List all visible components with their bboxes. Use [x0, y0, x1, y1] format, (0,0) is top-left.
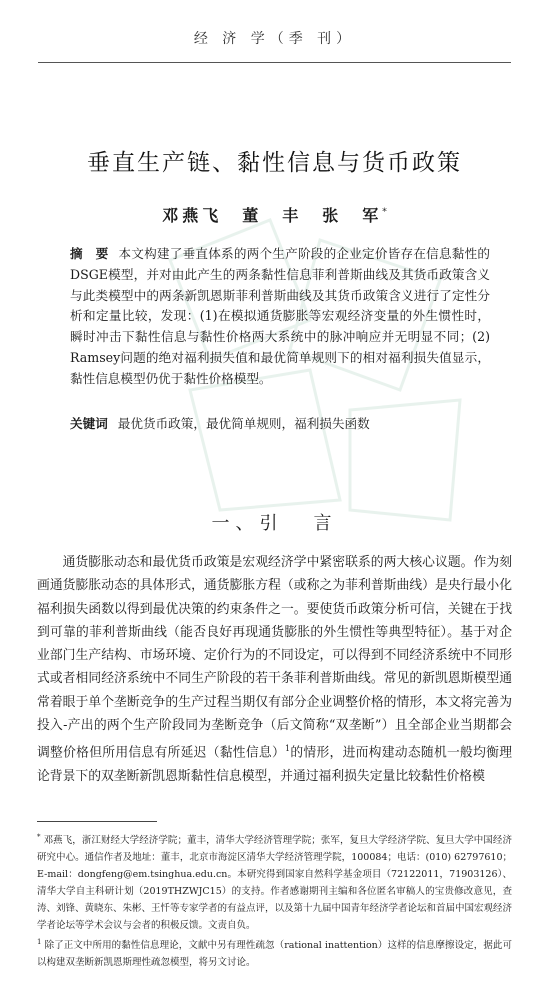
footnote-1-text: 除了正文中所用的黏性信息理论，文献中另有理性疏忽（rational inattention）这样的信息摩擦设定，据此可以构建双垄断新凯恩斯理性疏忽模型，将另文讨论。	[37, 940, 512, 969]
header-divider	[38, 62, 511, 63]
footnote-author-text: 邓燕飞，浙江财经大学经济学院；董丰，清华大学经济管理学院；张军，复旦大学经济学院、复旦大学中国经济研究中心。通信作者及地址：董丰，北京市海淀区清华大学经济管理学院，100084；电话：(010) 62797610；E-mail：dongfeng@em.tsinghua.edu.cn。本研究得到国家自然科学基金项目（72122011，71903126）、清华大学自主科研计划（2019THZWJC15）的支持。作者感谢期刊主编和各位匿名审稿人的宝贵修改意见，查涛、刘锋、黄晓东、朱彬、王忏等专家学者的有益点评，以及第十九届中国青年经济学者论坛和首届中国宏观经济学者论坛等学术会议与会者的积极反馈。文责自负。	[37, 835, 513, 932]
abstract-label: 摘 要	[70, 246, 109, 261]
author-footnote-mark: *	[382, 207, 387, 218]
keywords-label: 关键词	[70, 416, 108, 431]
journal-header: 经 济 学（季 刊）	[193, 31, 356, 47]
section-heading-rest: 言	[313, 513, 338, 534]
footnote-1-mark: 1	[37, 938, 42, 947]
footnote-ref-1: 1	[285, 744, 291, 754]
abstract	[70, 244, 490, 390]
body-paragraph	[37, 551, 512, 788]
body-text-part1: 通货膨胀动态和最优货币政策是宏观经济学中紧密联系的两大核心议题。作为刻画通货膨胀动态的具体形式，通货膨胀方程（或称之为菲利普斯曲线）是央行最小化福利损失函数以得到最优决策的约束条件之一。要使货币政策分析可信，关键在于找到可靠的菲利普斯曲线（能否良好再现通货膨胀的外生惯性等典型特征）。基于对企业部门生产结构、市场环境、定价行为的不同设定，可以得到不同经济系统中不同形式或者相同经济系统中不同生产阶段的若干条菲利普斯曲线。常见的新凯恩斯模型通常着眼于单个垄断竞争的生产过程当期仅有部分企业调整价格的情形，本文将完善为投入-产出的两个生产阶段同为垄断竞争（后文简称“双垄断”）且全部企业当期都会调整价格但所用信息有所延迟（黏性信息）	[37, 555, 512, 761]
footnote-author	[37, 829, 512, 934]
footnote-1	[37, 934, 512, 971]
keywords-text: 最优货币政策，最优简单规则，福利损失函数	[117, 416, 370, 431]
paper-title: 垂直生产链、黏性信息与货币政策	[87, 150, 462, 176]
abstract-text: 本文构建了垂直体系的两个生产阶段的企业定价皆存在信息黏性的DSGE模型，并对由此产生的两条黏性信息菲利普斯曲线及其货币政策含义与此类模型中的两条新凯恩斯菲利普斯曲线及其货币政策含义进行了定性分析和定量比较，发现：(1)在模拟通货膨胀等宏观经济变量的外生惯性时，瞬时冲击下黏性信息与黏性价格两大系统中的脉冲响应并无明显不同；(2) Ramsey问题的绝对福利损失值和最优简单规则下的相对福利损失值显示，黏性信息模型仍优于黏性价格模型。	[70, 246, 491, 386]
keywords	[70, 414, 490, 434]
footnote-divider	[37, 821, 157, 822]
footnotes	[37, 829, 512, 971]
body-text-part2: 的情形，进而构建动态随机一般均衡理论背景下的双垄断新凯恩斯黏性信息模型，并通过福利损失定量比较黏性价格模	[37, 745, 513, 784]
section-heading-number: 一、引	[211, 513, 284, 534]
footnote-author-mark: *	[37, 833, 41, 841]
author-line	[0, 203, 549, 226]
author-names: 邓燕飞 董 丰 张 军	[162, 206, 383, 225]
section-heading	[0, 509, 549, 535]
